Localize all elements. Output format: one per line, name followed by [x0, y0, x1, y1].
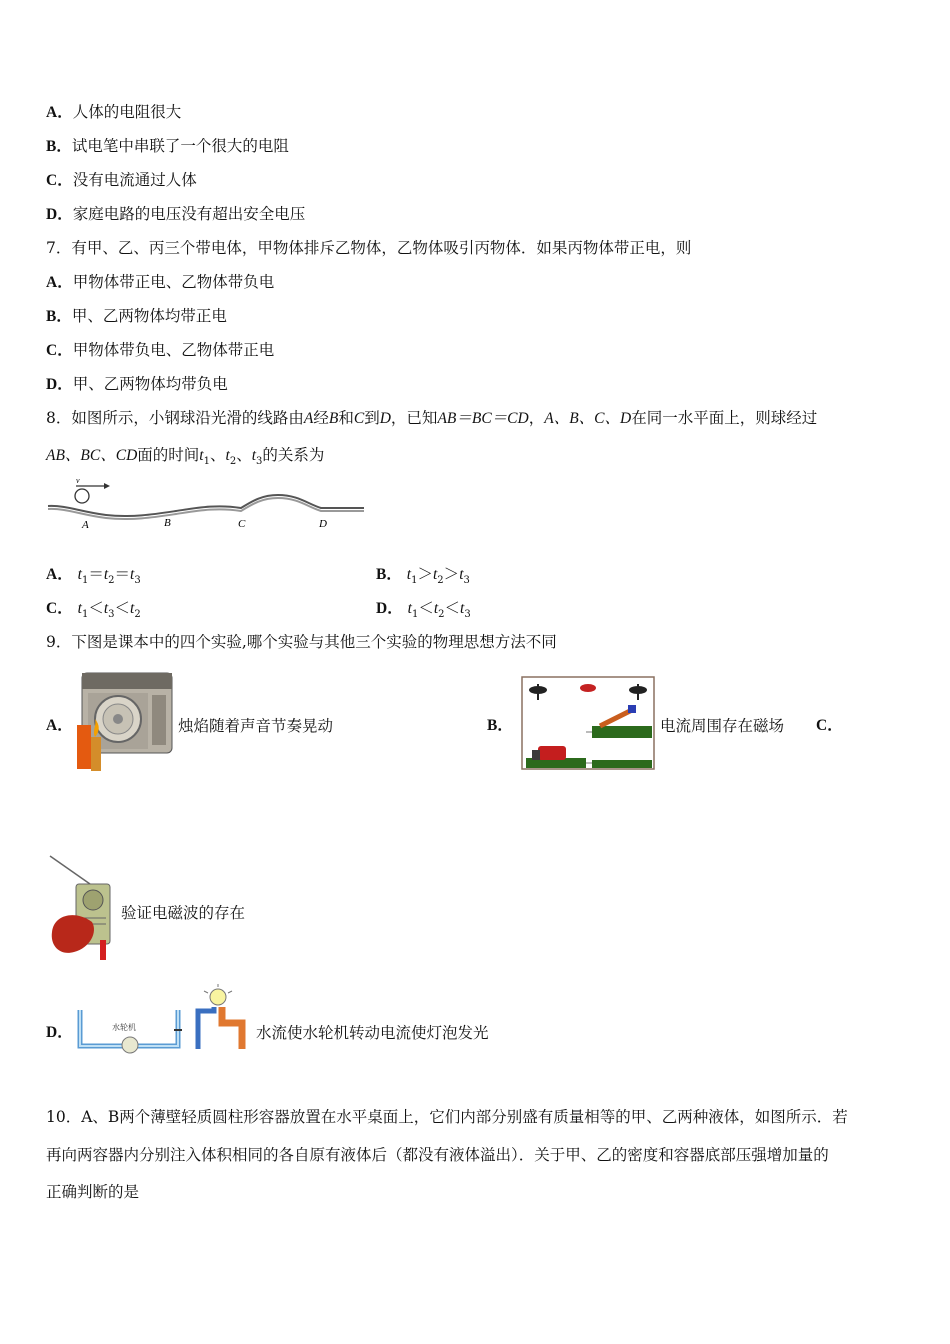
q9-option-a-label: A． [46, 717, 73, 734]
q8-stem-line1: 8．如图所示，小钢球沿光滑的线路由A经B和C到D，已知AB＝BC＝CD，A、B、C、D在同一水平面上，则球经过 [46, 409, 818, 427]
q9-option-c-caption: 验证电磁波的存在 [121, 904, 246, 922]
q6-option-c: C．没有电流通过人体 [46, 171, 197, 189]
label-d: D [319, 518, 327, 530]
q7-option-a: A．甲物体带正电、乙物体带负电 [46, 273, 275, 291]
q6-option-b: B．试电笔中串联了一个很大的电阻 [46, 137, 289, 155]
q10-line1: 10．A、B两个薄壁轻质圆柱形容器放置在水平桌面上，它们内部分别盛有质量相等的甲、乙两种液体，如图所示．若 [46, 1108, 848, 1126]
q7-option-d: D．甲、乙两物体均带负电 [46, 375, 228, 393]
bulb-circuit-image [188, 983, 250, 1053]
q9-option-d-caption: 水流使水轮机转动电流使灯泡发光 [256, 1024, 489, 1042]
q9-option-b-label: B． [487, 717, 513, 734]
q7-option-b: B．甲、乙两物体均带正电 [46, 307, 227, 325]
q9-stem: 9．下图是课本中的四个实验,哪个实验与其他三个实验的物理思想方法不同 [46, 633, 557, 651]
q9-option-d-label: D． [46, 1024, 73, 1041]
q10-line3: 正确判断的是 [46, 1183, 140, 1201]
current-magnet-circuit-image [518, 672, 658, 774]
q9-option-c-label: C． [816, 717, 843, 734]
q9-option-b-caption: 电流周围存在磁场 [660, 717, 785, 735]
q8-option-d: D． $t_1<t_2<t_3$ [376, 599, 471, 621]
label-a: A [82, 519, 89, 531]
label-v: v [76, 476, 80, 485]
q7-stem: 7．有甲、乙、丙三个带电体，甲物体排斥乙物体，乙物体吸引丙物体．如果丙物体带正电，则 [46, 239, 692, 257]
q10-line2: 再向两容器内分别注入体积相同的各自原有液体后（都没有液体溢出）．关于甲、乙的密度和容器底部压强增加量的 [46, 1146, 829, 1164]
q6-option-d: D．家庭电路的电压没有超出安全电压 [46, 205, 306, 223]
label-b: B [164, 517, 171, 529]
q8-option-c: C． $t_1<t_3<t_2$ [46, 599, 141, 621]
q6-option-a: A．人体的电阻很大 [46, 103, 182, 121]
q8-option-a: A． $t_1=t_2=t_3$ [46, 565, 141, 587]
radio-em-wave-image [46, 852, 118, 964]
water-turbine-image [74, 1008, 184, 1056]
q8-track-figure [46, 476, 368, 536]
q9-option-a-caption: 烛焰随着声音节奏晃动 [178, 717, 334, 735]
speaker-candle-image [74, 667, 176, 775]
label-c: C [238, 518, 246, 530]
steel-ball [75, 489, 89, 503]
q8-stem-line2: AB、BC、CD面的时间$t_1$、$t_2$、$t_3$的关系为 [46, 446, 325, 468]
q7-option-c: C．甲物体带负电、乙物体带正电 [46, 341, 275, 359]
turbine-label: 水轮机 [112, 1023, 136, 1032]
q8-option-b: B． $t_1>t_2>t_3$ [376, 565, 470, 587]
